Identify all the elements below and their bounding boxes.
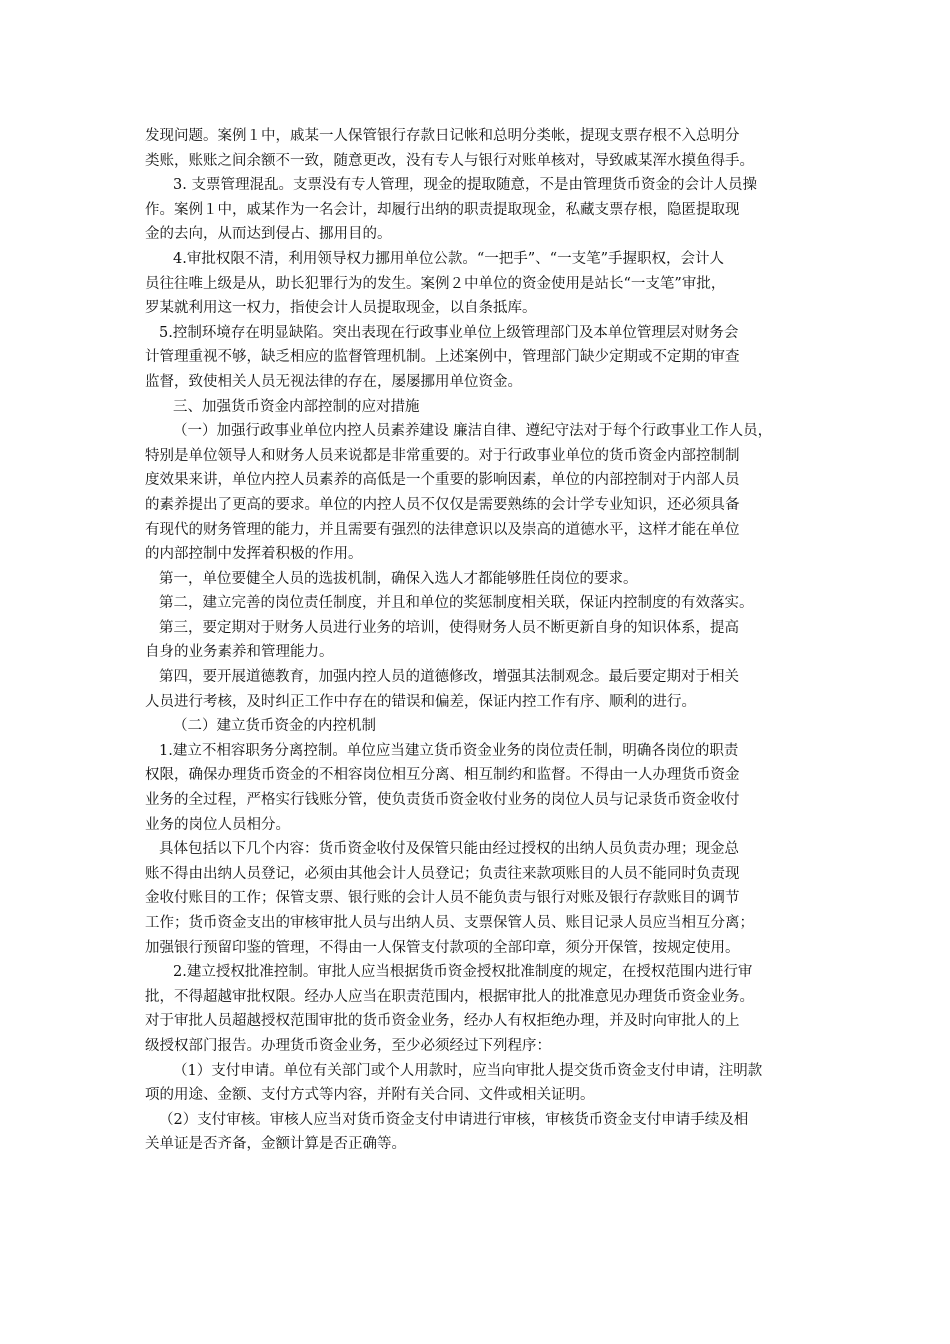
text-line: 类账，账账之间余额不一致，随意更改，没有专人与银行对账单核对，导致戚某浑水摸鱼得手。 xyxy=(145,152,754,169)
text-line: 1.建立不相容职务分离控制。单位应当建立货币资金业务的岗位责任制，明确各岗位的职责 xyxy=(159,742,739,759)
text-line: 自身的业务素养和管理能力。 xyxy=(145,644,334,661)
text-line: 账不得由出纳人员登记，必须由其他会计人员登记；负责往来款项账目的人员不能同时负责现 xyxy=(145,865,740,882)
text-line: 金收付账目的工作；保管支票、银行账的会计人员不能负责与银行对账及银行存款账目的调节 xyxy=(145,890,740,907)
text-line: 有现代的财务管理的能力，并且需要有强烈的法律意识以及崇高的道德水平，这样才能在单位 xyxy=(145,521,740,538)
text-line: 计管理重视不够，缺乏相应的监督管理机制。上述案例中，管理部门缺少定期或不定期的审查 xyxy=(145,349,740,366)
text-line: 人员进行考核，及时纠正工作中存在的错误和偏差，保证内控工作有序、顺利的进行。 xyxy=(145,693,696,710)
text-line: 2.建立授权批准控制。审批人应当根据货币资金授权批准制度的规定，在授权范围内进行审 xyxy=(173,964,753,981)
text-line: 加强银行预留印鉴的管理，不得由一人保管支付款项的全部印章，须分开保管，按规定使用。 xyxy=(145,939,740,956)
text-line: 度效果来讲，单位内控人员素养的高低是一个重要的影响因素，单位的内部控制对于内部人员 xyxy=(145,472,740,489)
text-line: 关单证是否齐备，金额计算是否正确等。 xyxy=(145,1136,406,1153)
text-line: 员往往唯上级是从，助长犯罪行为的发生。案例２中单位的资金使用是站长“一支笔”审批， xyxy=(145,275,726,292)
text-line: 业务的岗位人员相分。 xyxy=(145,816,290,833)
text-line: 金的去向，从而达到侵占、挪用目的。 xyxy=(145,226,392,243)
text-line: 项的用途、金额、支付方式等内容，并附有关合同、文件或相关证明。 xyxy=(145,1087,595,1104)
text-line: 作。案例１中，戚某作为一名会计，却履行出纳的职责提取现金，私藏支票存根，隐匿提取现 xyxy=(145,201,740,218)
text-line: 对于审批人员超越授权范围审批的货币资金业务，经办人有权拒绝办理，并及时向审批人的上 xyxy=(145,1013,740,1030)
text-line: 权限，确保办理货币资金的不相容岗位相互分离、相互制约和监督。不得由一人办理货币资金 xyxy=(145,767,740,784)
text-line: 工作；货币资金支出的审核审批人员与出纳人员、支票保管人员、账目记录人员应当相互分离； xyxy=(145,915,754,931)
text-line: 第二，建立完善的岗位责任制度，并且和单位的奖惩制度相关联，保证内控制度的有效落实。 xyxy=(159,595,754,612)
text-line: 具体包括以下几个内容：货币资金收付及保管只能由经过授权的出纳人员负责办理；现金总 xyxy=(159,841,739,858)
text-line: 业务的全过程，严格实行钱账分管，使负责货币资金收付业务的岗位人员与记录货币资金收付 xyxy=(145,792,740,809)
text-line: 的内部控制中发挥着积极的作用。 xyxy=(145,546,363,563)
text-line: 第三，要定期对于财务人员进行业务的培训，使得财务人员不断更新自身的知识体系，提高 xyxy=(159,619,739,636)
document-body xyxy=(145,124,815,1157)
text-line: 第四，要开展道德教育，加强内控人员的道德修改，增强其法制观念。最后要定期对于相关 xyxy=(159,669,739,686)
text-line: 三、加强货币资金内部控制的应对措施 xyxy=(173,398,420,415)
text-line: （一）加强行政事业单位内控人员素养建设 廉洁自律、遵纪守法对于每个行政事业工作人员， xyxy=(173,423,773,440)
text-line: 特别是单位领导人和财务人员来说都是非常重要的。对于行政事业单位的货币资金内部控制制 xyxy=(145,447,740,464)
text-line: 级授权部门报告。办理货币资金业务，至少必须经过下列程序： xyxy=(145,1037,551,1054)
text-line: 第一，单位要健全人员的选拔机制，确保入选人才都能够胜任岗位的要求。 xyxy=(159,570,638,587)
text-line: 罗某就利用这一权力，指使会计人员提取现金，以自条抵库。 xyxy=(145,300,537,317)
text-line: （2）支付审核。审核人应当对货币资金支付申请进行审核，审核货币资金支付申请手续及相 xyxy=(159,1111,749,1128)
text-line: 监督，致使相关人员无视法律的存在，屡屡挪用单位资金。 xyxy=(145,373,522,390)
text-line: 批，不得超越审批权限。经办人应当在职责范围内，根据审批人的批准意见办理货币资金业务。 xyxy=(145,988,754,1005)
text-line: 发现问题。案例１中，戚某一人保管银行存款日记帐和总明分类帐，提现支票存根不入总明分 xyxy=(145,128,740,144)
text-line: （二）建立货币资金的内控机制 xyxy=(173,718,376,735)
text-line: 的素养提出了更高的要求。单位的内控人员不仅仅是需要熟练的会计学专业知识，还必须具备 xyxy=(145,496,740,513)
text-line: 4.审批权限不清，利用领导权力挪用单位公款。“一把手”、“一支笔”手握职权，会计人 xyxy=(173,250,724,267)
text-line: 3. 支票管理混乱。支票没有专人管理，现金的提取随意，不是由管理货币资金的会计人员操 xyxy=(173,177,757,194)
text-line: （1）支付申请。单位有关部门或个人用款时，应当向审批人提交货币资金支付申请，注明款 xyxy=(173,1062,763,1079)
text-line: 5.控制环境存在明显缺陷。突出表现在行政事业单位上级管理部门及本单位管理层对财务会 xyxy=(159,324,739,341)
